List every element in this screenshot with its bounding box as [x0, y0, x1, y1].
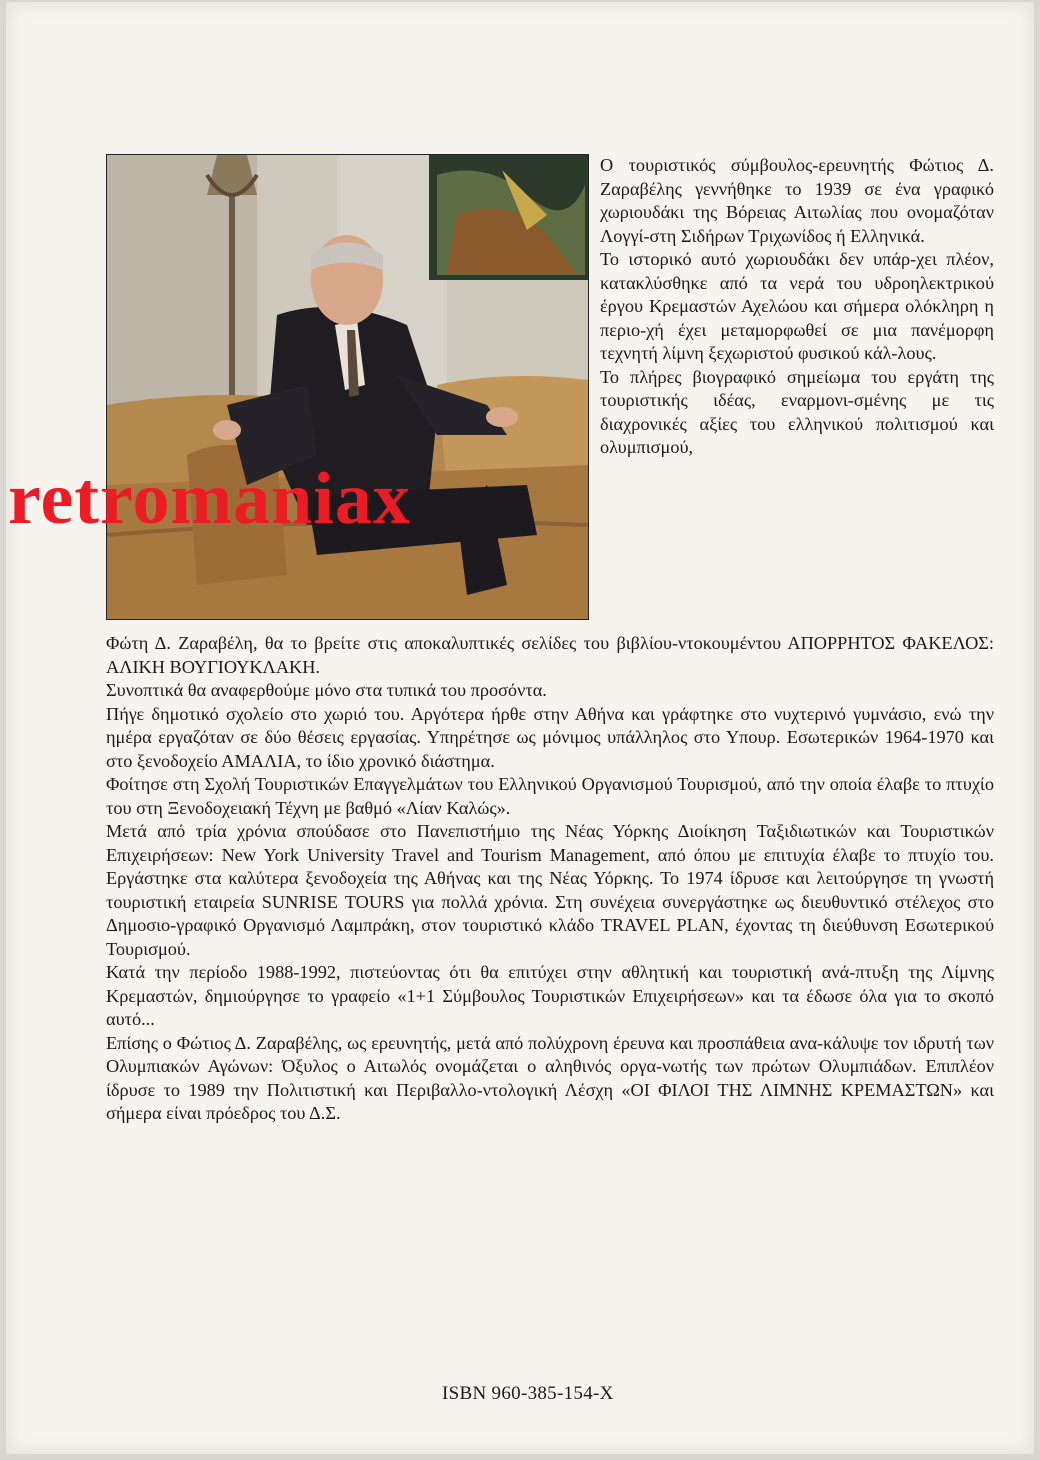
back-cover-page	[6, 2, 1034, 1454]
bio-paragraph: Πήγε δημοτικό σχολείο στο χωριό του. Αργότερα ήρθε στην Αθήνα και γράφτηκε στο νυχτερινό γυμνάσιο, ενώ την ημέρα εργαζόταν σε δύο θέσεις εργασίας. Υπηρέτησε ως μόνιμος υπάλληλος στο Υπουρ. Εσωτερικών 1964-1970 και στο ξενοδοχείο ΑΜΑΛΙΑ, το ίδιο χρονικό διάστημα.	[106, 703, 994, 771]
bio-paragraph: Κατά την περίοδο 1988-1992, πιστεύοντας ότι θα επιτύχει στην αθλητική και τουριστική ανά-πτυξη της Λίμνης Κρεμαστών, δημιούργησε το γραφείο «1+1 Σύμβουλος Τουριστικών Επιχειρήσεων» και τα έδωσε όλα για το σκοπό αυτό...	[106, 962, 994, 1029]
watermark-text: retromaniax	[8, 458, 411, 540]
bio-paragraph: Το ιστορικό αυτό χωριουδάκι δεν υπάρ-χει πλέον, κατακλύσθηκε από τα νερά του υδροηλεκτρικού έργου Κρεμαστών Αχελώου και σήμερα ολόκληρη η περιο-χή έχει μεταμορφωθεί σε μια πανέμορφη τεχνητή λίμνη ξεχωριστού φυσικού κάλ-λους.	[600, 249, 994, 363]
author-portrait-photo	[106, 154, 589, 620]
bio-paragraph: Μετά από τρία χρόνια σπούδασε στο Πανεπιστήμιο της Νέας Υόρκης Διοίκηση Ταξιδιωτικών και Τουριστικών Επιχειρήσεων: New York University Travel and Tourism Management, από όπου με επιτυχία έλαβε το πτυχίο του. Εργάστηκε στα καλύτερα ξενοδοχεία της Αθήνας και της Νέας Υόρκης. Το 1974 ίδρυσε και λειτούργησε τη γνωστή τουριστική εταιρεία SUNRISE TOURS για πολλά χρόνια. Στη συνέχεια συνεργάστηκε ως διευθυντικό στέλεχος στο Δημοσιο-γραφικό Οργανισμό Λαμπράκη, στον τουριστικό κλάδο TRAVEL PLAN, έχοντας τη διεύθυνση Εσωτερικού Τουρισμού.	[106, 821, 994, 959]
bio-paragraph: Συνοπτικά θα αναφερθούμε μόνο στα τυπικά του προσόντα.	[106, 680, 547, 700]
bio-paragraph: Φώτη Δ. Ζαραβέλη, θα το βρείτε στις αποκαλυπτικές σελίδες του βιβλίου-ντοκουμέντου ΑΠΟΡΡΗΤΟΣ ΦΑΚΕΛΟΣ: ΑΛΙΚΗ ΒΟΥΓΙΟΥΚΛΑΚΗ.	[106, 633, 994, 677]
bio-paragraph: Το πλήρες βιογραφικό σημείωμα του εργάτη της τουριστικής ιδέας, εναρμονι-σμένης με τις διαχρονικές αξίες του ελληνικού πολιτισμού και ολυμπισμού,	[600, 366, 994, 457]
isbn-number: ISBN 960-385-154-X	[442, 1383, 614, 1404]
bio-paragraph: Φοίτησε στη Σχολή Τουριστικών Επαγγελμάτων του Ελληνικού Οργανισμού Τουρισμού, από την οποία έλαβε το πτυχίο του στη Ξενοδοχειακή Τέχνη με βαθμό «Λίαν Καλώς».	[106, 774, 994, 818]
bio-right-column	[600, 154, 994, 460]
bio-paragraph: Επίσης ο Φώτιος Δ. Ζαραβέλης, ως ερευνητής, μετά από πολύχρονη έρευνα και προσπάθεια ανα-κάλυψε τον ιδρυτή των Ολυμπιακών Αγώνων: Όξυλος ο Αιτωλός ονομάζεται ο αληθινός οργα-νωτής των πρώτων Ολυμπιάδων. Επιπλέον ίδρυσε το 1989 την Πολιτιστική και Περιβαλλο-ντολογική Λέσχη «ΟΙ ΦΙΛΟΙ ΤΗΣ ΛΙΜΝΗΣ ΚΡΕΜΑΣΤΩΝ» και σήμερα είναι πρόεδρος του Δ.Σ.	[106, 1032, 994, 1123]
bio-full-width-text	[106, 632, 994, 1126]
bio-paragraph: Ο τουριστικός σύμβουλος-ερευνητής Φώτιος Δ. Ζαραβέλης γεννήθηκε το 1939 σε ένα γραφικό χωριουδάκι της Βόρειας Αιτωλίας που ονομαζόταν Λογγί-στη Σιδήρων Τριχωνίδος ή Ελληνικά.	[600, 155, 994, 246]
